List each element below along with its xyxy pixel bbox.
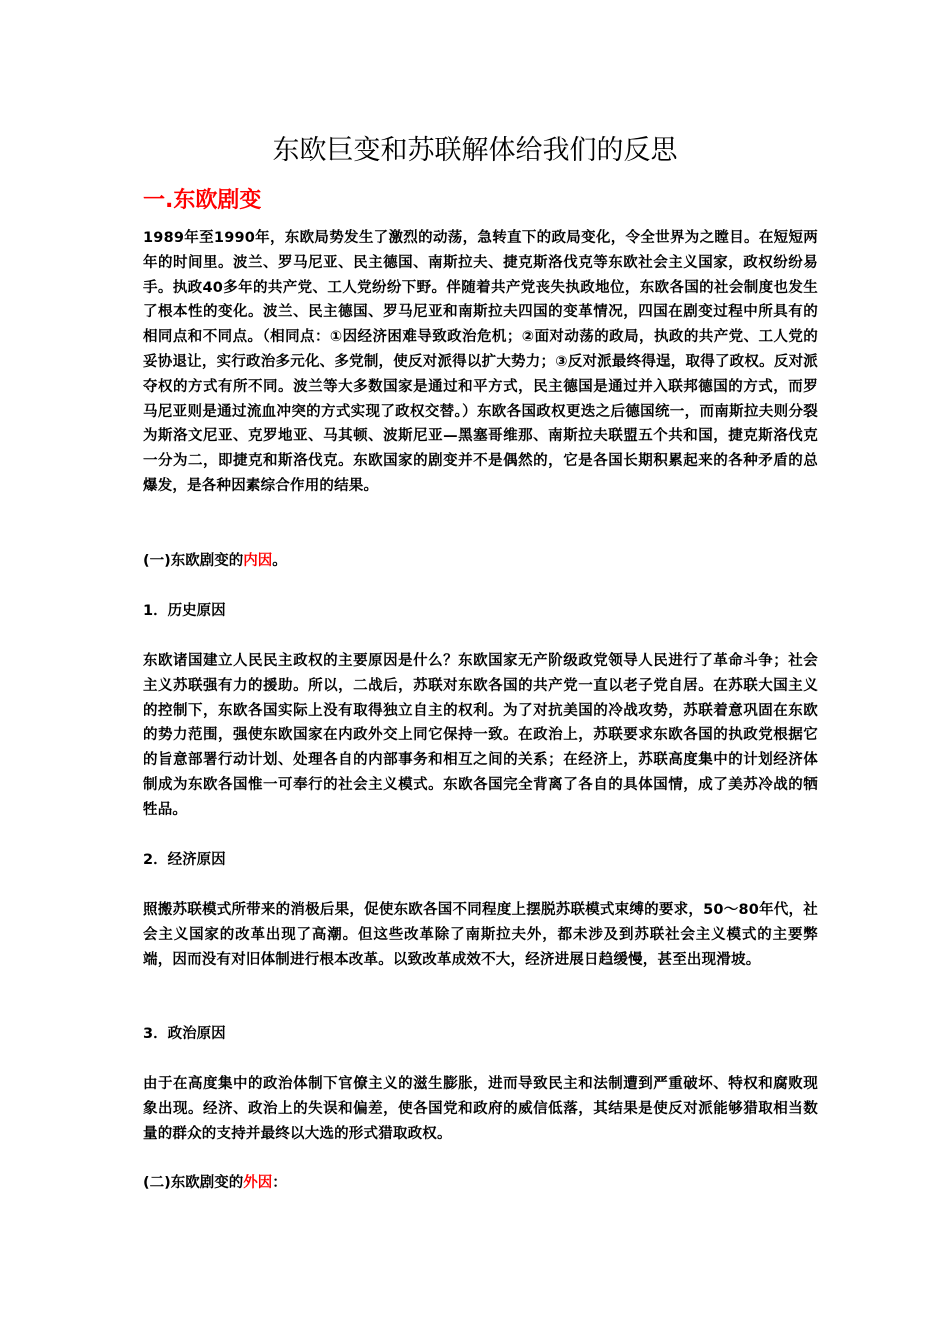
political-reason-paragraph: 由于在高度集中的政治体制下官僚主义的滋生膨胀，进而导致民主和法制遭到严重破坏、特权和腐败现象出现。经济、政治上的失误和偏差，使各国党和政府的威信低落，其结果是使反对派能够猎取相当数量的群众的支持并最终以大选的形式猎取政权。: [143, 1076, 818, 1142]
internal-causes-heading-suffix: 。: [272, 553, 287, 569]
history-reason-heading: 1．历史原因: [143, 603, 226, 619]
external-causes-heading-suffix: ：: [272, 1175, 287, 1191]
political-reason-heading: 3．政治原因: [143, 1026, 226, 1042]
internal-causes-heading: [143, 549, 287, 573]
intro-paragraph: 1989年至1990年，东欧局势发生了激烈的动荡，急转直下的政局变化，令全世界为之瞠目。在短短两年的时间里。波兰、罗马尼亚、民主德国、南斯拉夫、捷克斯洛伐克等东欧社会主义国家，政权纷纷易手。执政40多年的共产党、工人党纷纷下野。伴随着共产党丧失执政地位，东欧各国的社会制度也发生了根本性的变化。波兰、民主德国、罗马尼亚和南斯拉夫四国的变革情况，四国在剧变过程中所具有的相同点和不同点。（相同点：①因经济困难导致政治危机；②面对动荡的政局，执政的共产党、工人党的妥协退让，实行政治多元化、多党制，使反对派得以扩大势力；③反对派最终得逞，取得了政权。反对派夺权的方式有所不同。波兰等大多数国家是通过和平方式，民主德国是通过并入联邦德国的方式，而罗马尼亚则是通过流血冲突的方式实现了政权交替。）东欧各国政权更迭之后德国统一，而南斯拉夫则分裂为斯洛文尼亚、克罗地亚、马其顿、波斯尼亚—黑塞哥维那、南斯拉夫联盟五个共和国，捷克斯洛伐克一分为二，即捷克和斯洛伐克。东欧国家的剧变并不是偶然的，它是各国长期积累起来的各种矛盾的总爆发，是各种因素综合作用的结果。: [143, 230, 818, 494]
external-causes-highlight: 外因: [243, 1175, 273, 1191]
economic-reason-paragraph: 照搬苏联模式所带来的消极后果，促使东欧各国不同程度上摆脱苏联模式束缚的要求，50～80年代，社会主义国家的改革出现了高潮。但这些改革除了南斯拉夫外，都未涉及到苏联社会主义模式的主要弊端，因而没有对旧体制进行根本改革。以致改革成效不大，经济进展日趋缓慢，甚至出现滑坡。: [143, 902, 818, 968]
external-causes-heading: [143, 1171, 287, 1195]
history-reason-paragraph: 东欧诸国建立人民民主政权的主要原因是什么？东欧国家无产阶级政党领导人民进行了革命斗争；社会主义苏联强有力的援助。所以，二战后，苏联对东欧各国的共产党一直以老子党自居。在苏联大国主义的控制下，东欧各国实际上没有取得独立自主的权利。为了对抗美国的冷战攻势，苏联着意巩固在东欧的势力范围，强使东欧国家在内政外交上同它保持一致。在政治上，苏联要求东欧各国的执政党根据它的旨意部署行动计划、处理各自的内部事务和相互之间的关系；在经济上，苏联高度集中的计划经济体制成为东欧各国惟一可奉行的社会主义模式。东欧各国完全背离了各自的具体国情，成了美苏冷战的牺牲品。: [143, 653, 818, 818]
external-causes-heading-prefix: (二)东欧剧变的: [143, 1175, 244, 1191]
internal-causes-heading-prefix: (一)东欧剧变的: [143, 553, 244, 569]
section-heading-eastern-europe: 一.东欧剧变: [143, 188, 262, 213]
document-title: 东欧巨变和苏联解体给我们的反思: [272, 135, 678, 166]
internal-causes-highlight: 内因: [243, 553, 273, 569]
economic-reason-heading: 2．经济原因: [143, 852, 226, 868]
